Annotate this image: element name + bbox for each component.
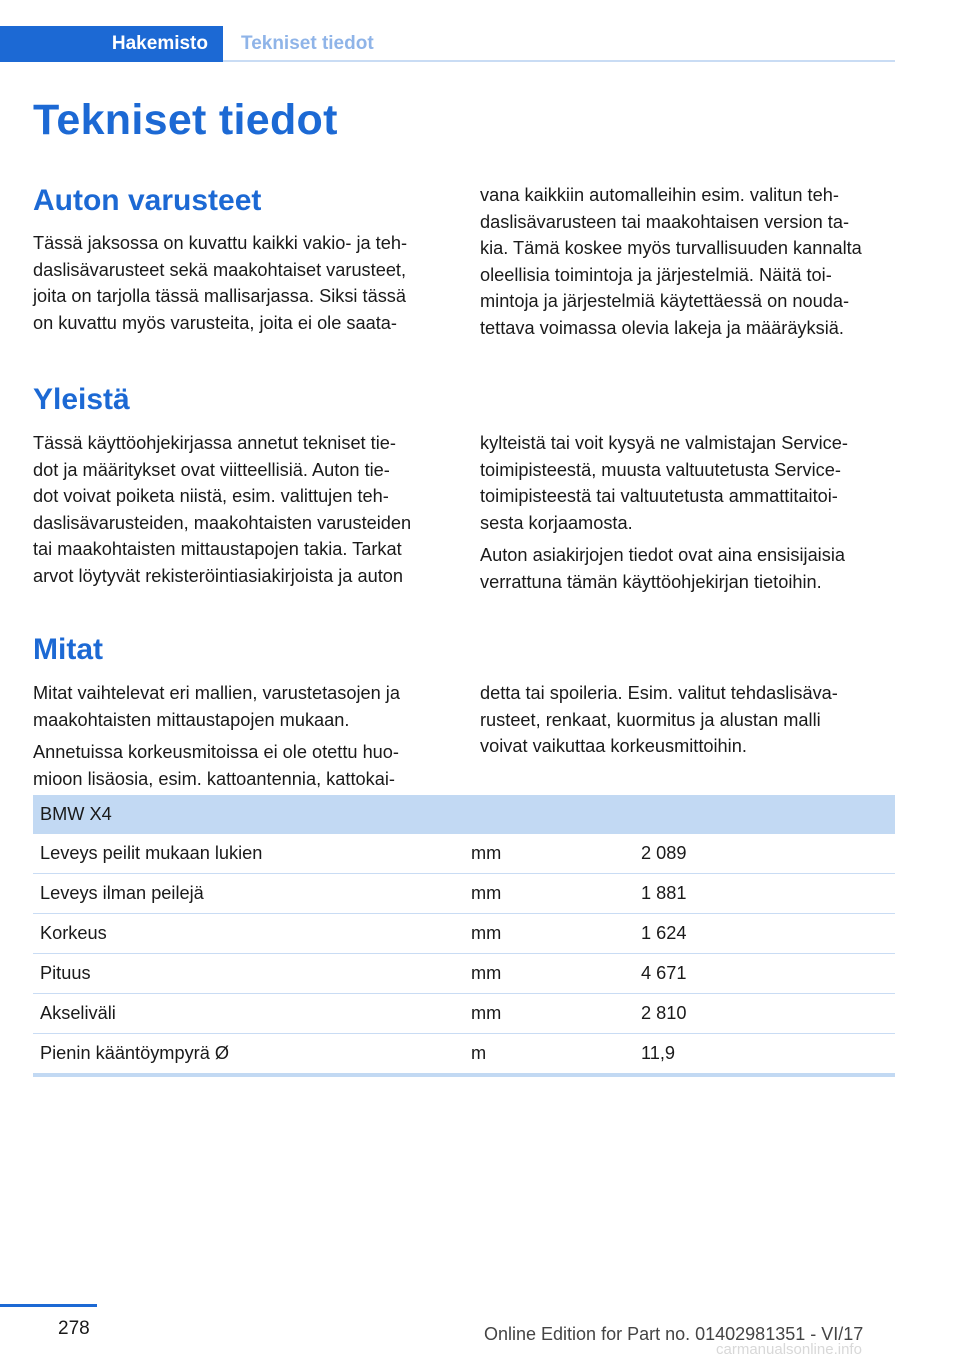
row-value: 2 810: [641, 1003, 687, 1023]
text-line: Auton asiakirjojen tiedot ovat aina ensisijaisia: [480, 545, 845, 565]
text-line: voivat vaikuttaa korkeusmittoihin.: [480, 736, 747, 756]
tab-tekniset-tiedot[interactable]: Tekniset tiedot: [241, 33, 374, 54]
row-label: Pituus: [40, 963, 91, 983]
paragraph: [33, 680, 453, 733]
row-label: Akseliväli: [40, 1003, 116, 1023]
paragraph: [480, 430, 900, 536]
row-unit: mm: [471, 963, 502, 983]
text-line: daslisävarusteen tai maakohtaisen version ta‐: [480, 211, 849, 232]
page-number: 278: [58, 1318, 90, 1339]
row-unit: mm: [471, 843, 502, 863]
text-line: tettava voimassa olevia lakeja ja määräyksiä.: [480, 317, 844, 338]
mitat-text-right: [480, 680, 900, 760]
text-line: tai maakohtaisten mittaustapojen takia. Tarkat: [33, 539, 402, 559]
yleista-text-left: [33, 430, 453, 589]
table-row: [33, 1034, 895, 1077]
text-line: daslisävarusteiden, maakohtaisten varusteiden: [33, 512, 412, 533]
text-line: Mitat vaihtelevat eri mallien, varustetasojen ja: [33, 683, 400, 703]
text-line: Annetuissa korkeusmitoissa ei ole otettu huo‐: [33, 742, 399, 762]
text-line: vana kaikkiin automalleihin esim. valitun teh‐: [480, 185, 839, 205]
yleista-text-right: [480, 430, 900, 601]
row-value: 2 089: [641, 843, 687, 863]
varusteet-text-right: [480, 182, 900, 341]
watermark: carmanualsonline.info: [716, 1341, 862, 1358]
text-line: joita on tarjolla tässä mallisarjassa. Siksi tässä: [33, 286, 406, 306]
row-label: Korkeus: [40, 923, 107, 943]
text-line: kylteistä tai voit kysyä ne valmistajan Service-: [480, 433, 848, 453]
table-header: BMW X4: [33, 795, 895, 834]
row-unit: m: [471, 1043, 487, 1063]
text-line: mintoja ja järjestelmiä käytettäessä on nouda‐: [480, 291, 849, 311]
mitat-text-left: [33, 680, 453, 798]
table-row: [33, 994, 895, 1034]
table-row: [33, 874, 895, 914]
text-line: Tässä käyttöohjekirjassa annetut tekniset tie‐: [33, 433, 396, 453]
row-value: 1 624: [641, 923, 687, 943]
text-line: toimipisteestä, muusta valtuutetusta Service-: [480, 459, 841, 480]
text-line: maakohtaisten mittaustapojen mukaan.: [33, 709, 350, 730]
row-unit: mm: [471, 923, 502, 943]
text-line: dot ja määritykset ovat viitteellisiä. Auton tie‐: [33, 459, 390, 480]
table-row: [33, 914, 895, 954]
text-line: daslisävarusteet sekä maakohtaiset varusteet,: [33, 259, 407, 280]
footer-accent-line: [0, 1304, 97, 1307]
text-line: mioon lisäosia, esim. kattoantennia, kattokai‐: [33, 768, 395, 789]
header-divider: [223, 60, 895, 62]
text-line: oleellisia toimintoja ja järjestelmiä. Näitä toi‐: [480, 264, 832, 285]
paragraph: [480, 542, 900, 595]
row-label: Leveys ilman peilejä: [40, 883, 204, 903]
table-row: [33, 954, 895, 994]
header-bar: [0, 26, 895, 62]
dimensions-table: [33, 795, 895, 1077]
section-heading-varusteet: Auton varusteet: [33, 184, 262, 217]
row-label: Leveys peilit mukaan lukien: [40, 843, 263, 863]
row-label: Pienin kääntöympyrä Ø: [40, 1043, 230, 1063]
paragraph: [33, 739, 453, 792]
text-line: Tässä jaksossa on kuvattu kaikki vakio- ja teh‐: [33, 233, 408, 253]
row-unit: mm: [471, 1003, 502, 1023]
text-line: arvot löytyvät rekisteröintiasiakirjoista ja auton: [33, 565, 403, 586]
text-line: sesta korjaamosta.: [480, 512, 633, 533]
row-value: 11,9: [641, 1043, 676, 1063]
text-line: dot voivat poiketa niistä, esim. valittujen teh‐: [33, 486, 389, 506]
varusteet-text-left: [33, 230, 453, 336]
text-line: on kuvattu myös varusteita, joita ei ole saata‐: [33, 312, 397, 333]
text-line: kia. Tämä koskee myös turvallisuuden kannalta: [480, 238, 862, 258]
row-value: 1 881: [641, 883, 687, 903]
edition-note: Online Edition for Part no. 01402981351 - VI/17: [484, 1324, 864, 1344]
text-line: rusteet, renkaat, kuormitus ja alustan malli: [480, 709, 821, 730]
section-heading-yleista: Yleistä: [33, 383, 130, 416]
text-line: detta tai spoileria. Esim. valitut tehdaslisäva‐: [480, 683, 838, 703]
row-unit: mm: [471, 883, 502, 903]
text-line: verrattuna tämän käyttöohjekirjan tietoihin.: [480, 571, 822, 592]
text-line: toimipisteestä tai valtuutetusta ammattitaitoi‐: [480, 486, 838, 506]
table-row: [33, 834, 895, 874]
section-heading-mitat: Mitat: [33, 633, 103, 666]
tab-hakemisto[interactable]: Hakemisto: [0, 26, 223, 62]
page-title: Tekniset tiedot: [33, 96, 338, 144]
row-value: 4 671: [641, 963, 687, 983]
